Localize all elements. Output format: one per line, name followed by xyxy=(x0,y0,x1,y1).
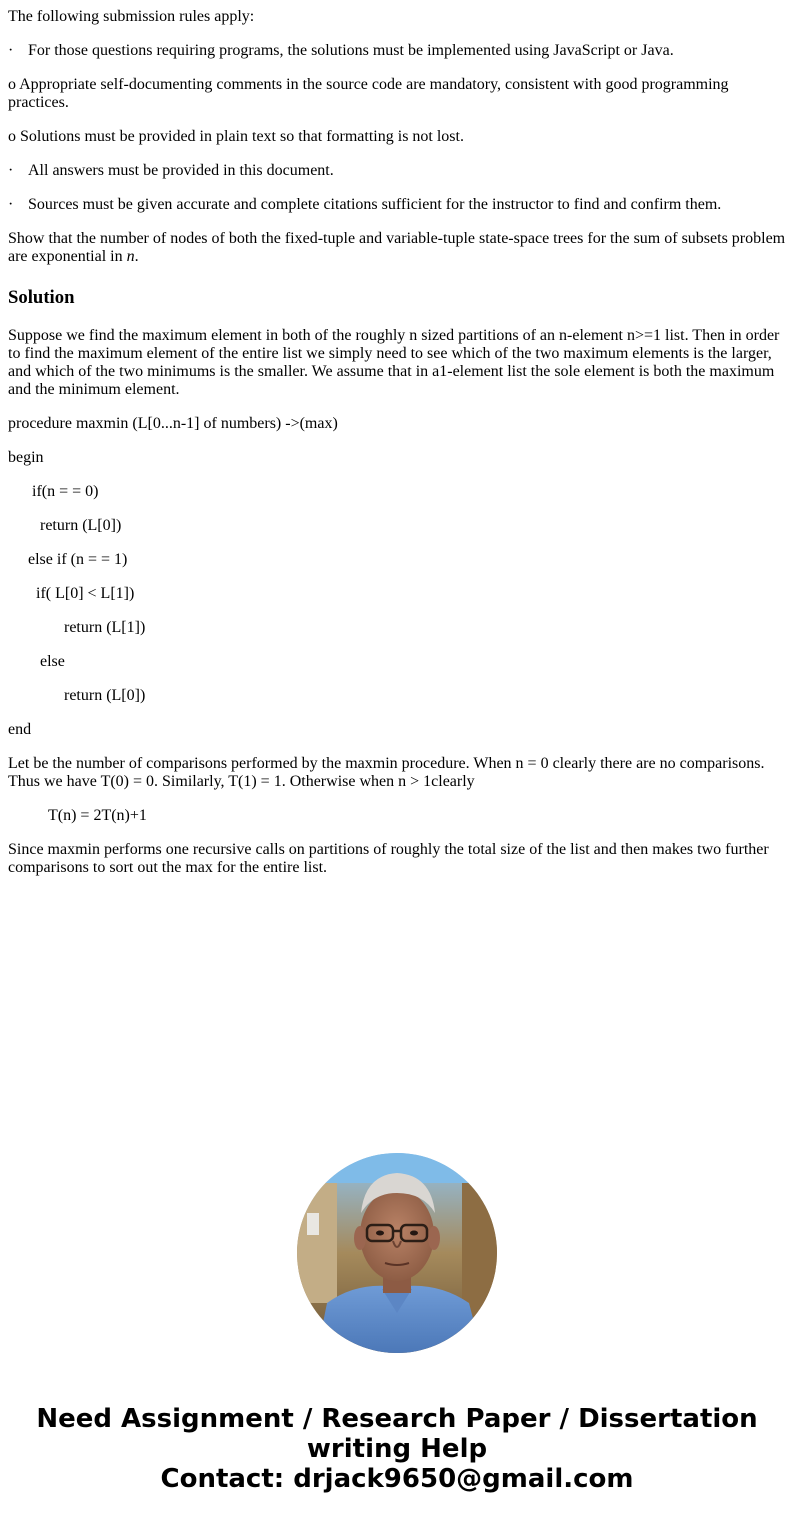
author-photo-image xyxy=(297,1153,497,1353)
rule-subitem-2: o Solutions must be provided in plain text so that formatting is not lost. xyxy=(8,128,464,145)
code-line-else: else xyxy=(40,653,65,670)
bullet-icon: · xyxy=(8,162,14,179)
solution-heading: Solution xyxy=(8,287,75,308)
solution-paragraph-3: Since maxmin performs one recursive calls on partitions of roughly the total size of the list and then makes two further comparisons to sort out the max for the entire list. xyxy=(8,841,769,876)
rule-item-3 xyxy=(8,196,786,214)
rule-item-3-text: Sources must be given accurate and complete citations sufficient for the instructor to find and confirm them. xyxy=(28,196,722,213)
bullet-icon: · xyxy=(8,196,14,213)
recurrence-equation: T(n) = 2T(n)+1 xyxy=(48,807,147,824)
promo-contact: Contact: drjack9650@gmail.com xyxy=(160,1464,634,1494)
question-variable: n xyxy=(126,248,135,265)
promo-line-2: writing Help xyxy=(306,1434,488,1464)
question-text: Show that the number of nodes of both the fixed-tuple and variable-tuple state-space trees for the sum of subsets problem are exponential in n. xyxy=(8,230,786,265)
code-line-if-n0: if(n = = 0) xyxy=(32,483,99,500)
code-line-return-l1: return (L[1]) xyxy=(64,619,146,636)
code-line-begin: begin xyxy=(8,449,44,466)
code-line-return-l0: return (L[0]) xyxy=(40,517,122,534)
rule-item-1-text: For those questions requiring programs, the solutions must be implemented using JavaScript or Java. xyxy=(28,42,674,59)
code-line-else-if: else if (n = = 1) xyxy=(28,551,128,568)
rule-item-1 xyxy=(8,42,786,60)
code-line-end: end xyxy=(8,721,32,738)
rule-subitem-1: o Appropriate self-documenting comments in the source code are mandatory, consistent with good programming practices. xyxy=(8,76,729,111)
code-line-return-l0-2: return (L[0]) xyxy=(64,687,146,704)
promo-banner xyxy=(0,1404,794,1494)
document-body xyxy=(8,8,786,893)
code-line-if-compare: if( L[0] < L[1]) xyxy=(36,585,135,602)
solution-paragraph-1: Suppose we find the maximum element in both of the roughly n sized partitions of an n-element n>=1 list. Then in order to find the maximum element of the entire list we simply need to see which of the two maximum elements is the larger, and which of the two minimums is the smaller. We assume that in a1-element list the sole element is both the maximum and the minimum element. xyxy=(8,327,780,398)
promo-line-1: Need Assignment / Research Paper / Dissertation xyxy=(36,1404,758,1434)
author-photo xyxy=(297,1153,497,1353)
rule-item-2 xyxy=(8,162,786,180)
rules-intro: The following submission rules apply: xyxy=(8,8,255,25)
solution-paragraph-2: Let be the number of comparisons performed by the maxmin procedure. When n = 0 clearly there are no comparisons. Thus we have T(0) = 0. Similarly, T(1) = 1. Otherwise when n > 1clearly xyxy=(8,755,765,790)
rule-item-2-text: All answers must be provided in this document. xyxy=(28,162,334,179)
bullet-icon: · xyxy=(8,42,14,59)
code-line-procedure: procedure maxmin (L[0...n-1] of numbers) ->(max) xyxy=(8,415,338,432)
